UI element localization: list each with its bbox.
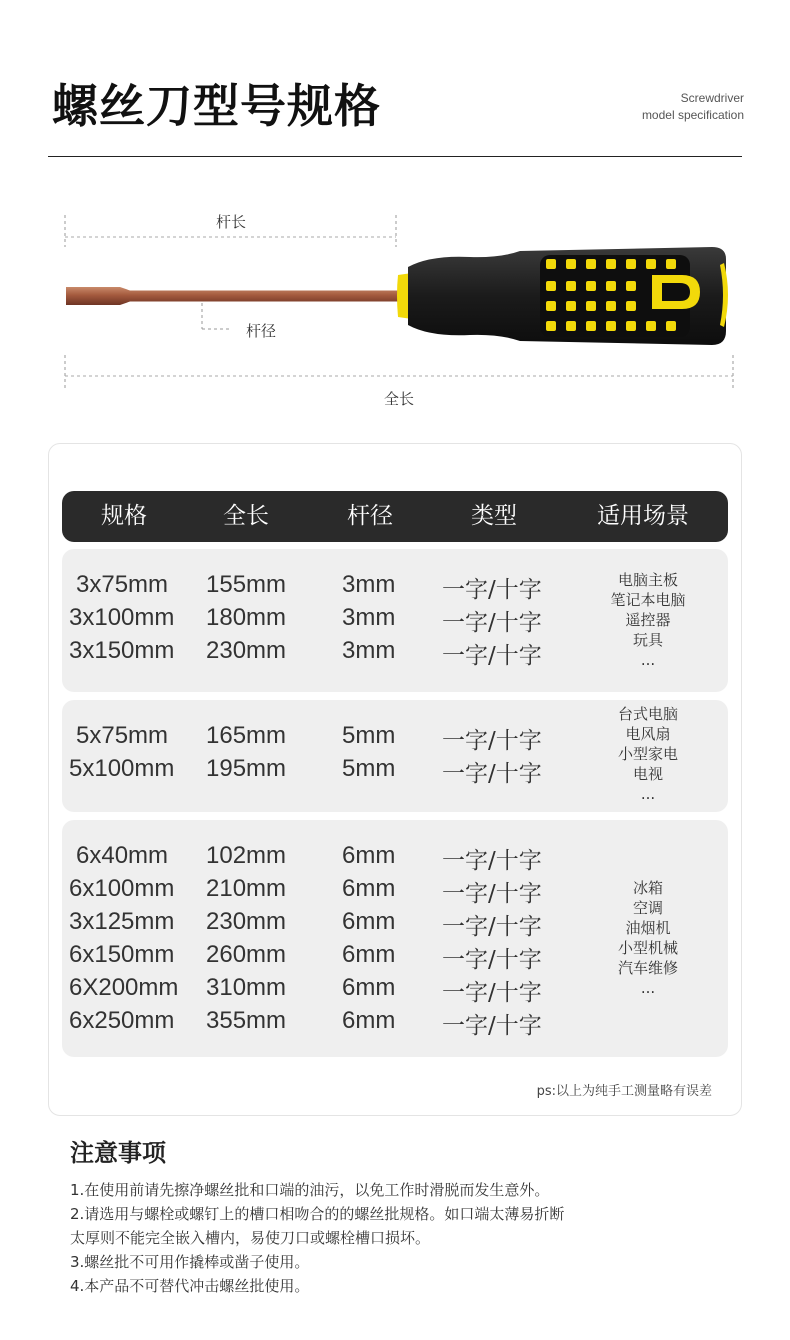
- header-shaft-diameter: 杆径: [347, 503, 393, 529]
- cell-type: 一字/十字: [442, 610, 542, 636]
- spec-group-5mm: [62, 700, 728, 812]
- cell-spec: 3x150mm: [69, 637, 175, 664]
- scenario-item: 遥控器: [625, 611, 671, 629]
- cell-type: 一字/十字: [442, 643, 542, 669]
- cell-total-length: 195mm: [206, 755, 287, 782]
- spec-group-3mm: [62, 549, 728, 692]
- cell-shaft-diameter: 6mm: [342, 974, 396, 1001]
- scenario-list: [598, 704, 698, 804]
- cell-shaft-diameter: 5mm: [342, 755, 396, 782]
- cell-shaft-diameter: 6mm: [342, 941, 396, 968]
- cell-shaft-diameter: 3mm: [342, 571, 396, 598]
- caution-item: 3.螺丝批不可用作撬棒或凿子使用。: [70, 1253, 310, 1271]
- spec-group-6mm: [62, 820, 728, 1057]
- measurement-note: ps:以上为纯手工测量略有误差: [536, 1084, 712, 1099]
- cell-total-length: 165mm: [206, 722, 287, 749]
- cell-total-length: 310mm: [206, 974, 287, 1001]
- cautions-title: 注意事项: [70, 1139, 166, 1167]
- cell-total-length: 230mm: [206, 908, 287, 935]
- shaft-length-label: 杆长: [216, 213, 247, 231]
- cell-total-length: 102mm: [206, 842, 287, 869]
- header-divider: [48, 156, 742, 157]
- subtitle-line-2: model specification: [641, 108, 744, 122]
- scenario-item: 笔记本电脑: [610, 591, 686, 609]
- total-length-label: 全长: [384, 390, 415, 408]
- cell-spec: 6x40mm: [76, 842, 169, 869]
- header-scenario: 适用场景: [597, 503, 689, 529]
- cell-shaft-diameter: 6mm: [342, 875, 396, 902]
- scenario-item: 电风扇: [625, 725, 671, 743]
- cell-total-length: 260mm: [206, 941, 287, 968]
- cell-shaft-diameter: 5mm: [342, 722, 396, 749]
- screwdriver-handle: [397, 247, 728, 345]
- table-header: [62, 491, 728, 542]
- cautions-section: [70, 1133, 750, 1298]
- page-subtitle: [642, 90, 744, 124]
- cell-shaft-diameter: 3mm: [342, 604, 396, 631]
- shaft-diameter-leader: [202, 303, 232, 329]
- scenario-list: [598, 570, 698, 670]
- spec-table-card: [48, 443, 742, 1116]
- cell-type: 一字/十字: [442, 848, 542, 874]
- cell-type: 一字/十字: [442, 1013, 542, 1039]
- cell-spec: 6x100mm: [69, 875, 175, 902]
- scenario-item: 电脑主板: [617, 571, 678, 589]
- cell-spec: 3x75mm: [76, 571, 169, 598]
- subtitle-line-1: Screwdriver: [680, 91, 744, 105]
- scenario-item: ...: [640, 651, 656, 669]
- scenario-item: ...: [640, 979, 656, 997]
- cell-shaft-diameter: 6mm: [342, 1007, 396, 1034]
- header-type: 类型: [471, 503, 517, 529]
- cell-type: 一字/十字: [442, 577, 542, 603]
- header-spec: 规格: [101, 503, 147, 529]
- cell-type: 一字/十字: [442, 914, 542, 940]
- cell-total-length: 210mm: [206, 875, 287, 902]
- cell-type: 一字/十字: [442, 947, 542, 973]
- screwdriver-shaft: [66, 287, 410, 305]
- caution-item: 2.请选用与螺栓或螺钉上的槽口相吻合的的螺丝批规格。如口端太薄易折断: [70, 1205, 565, 1223]
- scenario-item: 小型家电: [617, 745, 678, 763]
- header-total-length: 全长: [223, 503, 269, 529]
- cell-spec: 6x250mm: [69, 1007, 175, 1034]
- caution-item: 1.在使用前请先擦净螺丝批和口端的油污，以免工作时滑脱而发生意外。: [70, 1181, 550, 1199]
- cell-total-length: 355mm: [206, 1007, 287, 1034]
- screwdriver-diagram: [0, 195, 790, 425]
- scenario-item: 玩具: [632, 631, 663, 649]
- cell-total-length: 155mm: [206, 571, 287, 598]
- cell-spec: 5x100mm: [69, 755, 175, 782]
- shaft-diameter-label: 杆径: [246, 322, 277, 340]
- cell-type: 一字/十字: [442, 761, 542, 787]
- cell-spec: 6X200mm: [69, 974, 179, 1001]
- cell-shaft-diameter: 3mm: [342, 637, 396, 664]
- cell-spec: 3x125mm: [69, 908, 175, 935]
- caution-item: 4.本产品不可替代冲击螺丝批使用。: [70, 1277, 310, 1295]
- cell-type: 一字/十字: [442, 980, 542, 1006]
- cell-shaft-diameter: 6mm: [342, 842, 396, 869]
- cell-type: 一字/十字: [442, 881, 542, 907]
- cell-total-length: 180mm: [206, 604, 287, 631]
- scenario-item: 冰箱: [632, 879, 663, 897]
- cell-spec: 3x100mm: [69, 604, 175, 631]
- scenario-item: 小型机械: [617, 939, 678, 957]
- scenario-list: [598, 878, 698, 998]
- caution-item: 太厚则不能完全嵌入槽内，易使刀口或螺栓槽口损坏。: [70, 1229, 431, 1247]
- cell-total-length: 230mm: [206, 637, 287, 664]
- cell-spec: 5x75mm: [76, 722, 169, 749]
- scenario-item: ...: [640, 785, 656, 803]
- cell-type: 一字/十字: [442, 728, 542, 754]
- scenario-item: 汽车维修: [617, 959, 678, 977]
- scenario-item: 空调: [632, 899, 663, 917]
- cell-spec: 6x150mm: [69, 941, 175, 968]
- scenario-item: 台式电脑: [617, 705, 678, 723]
- scenario-item: 电视: [632, 765, 663, 783]
- page-title: 螺丝刀型号规格: [52, 79, 381, 133]
- total-length-dimension: [65, 355, 733, 389]
- cell-shaft-diameter: 6mm: [342, 908, 396, 935]
- scenario-item: 油烟机: [625, 919, 671, 937]
